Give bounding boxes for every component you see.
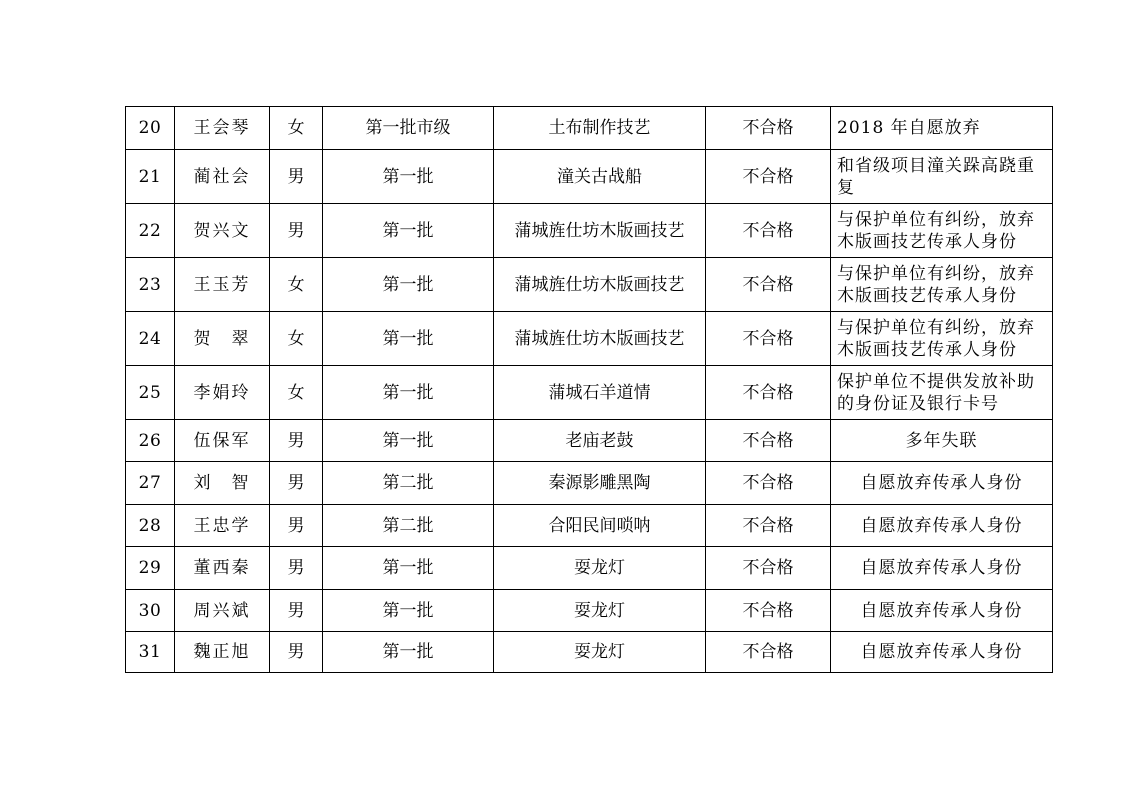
gender-cell: 男 xyxy=(270,505,323,547)
table-row xyxy=(126,312,1053,366)
name-cell: 周兴斌 xyxy=(175,590,270,632)
result-cell: 不合格 xyxy=(706,366,831,420)
project-cell: 合阳民间唢呐 xyxy=(494,505,706,547)
result-cell: 不合格 xyxy=(706,590,831,632)
row-number-cell: 23 xyxy=(126,258,175,312)
result-cell: 不合格 xyxy=(706,505,831,547)
gender-cell: 女 xyxy=(270,366,323,420)
name-cell: 李娟玲 xyxy=(175,366,270,420)
gender-cell: 男 xyxy=(270,632,323,673)
result-cell: 不合格 xyxy=(706,312,831,366)
result-cell: 不合格 xyxy=(706,107,831,150)
project-cell: 土布制作技艺 xyxy=(494,107,706,150)
gender-cell: 女 xyxy=(270,258,323,312)
project-cell: 蒲城石羊道情 xyxy=(494,366,706,420)
name-cell: 魏正旭 xyxy=(175,632,270,673)
batch-cell: 第一批市级 xyxy=(323,107,494,150)
note-cell: 与保护单位有纠纷，放弃木版画技艺传承人身份 xyxy=(831,204,1053,258)
batch-cell: 第二批 xyxy=(323,505,494,547)
gender-cell: 女 xyxy=(270,312,323,366)
project-cell: 蒲城旌仕坊木版画技艺 xyxy=(494,204,706,258)
note-cell: 自愿放弃传承人身份 xyxy=(831,632,1053,673)
result-cell: 不合格 xyxy=(706,420,831,462)
row-number-cell: 21 xyxy=(126,150,175,204)
gender-cell: 男 xyxy=(270,462,323,505)
gender-cell: 男 xyxy=(270,420,323,462)
name-cell: 刘 智 xyxy=(175,462,270,505)
project-cell: 耍龙灯 xyxy=(494,632,706,673)
table-row xyxy=(126,420,1053,462)
batch-cell: 第一批 xyxy=(323,547,494,590)
result-cell: 不合格 xyxy=(706,204,831,258)
row-number-cell: 20 xyxy=(126,107,175,150)
project-cell: 蒲城旌仕坊木版画技艺 xyxy=(494,312,706,366)
project-cell: 潼关古战船 xyxy=(494,150,706,204)
name-cell: 王忠学 xyxy=(175,505,270,547)
row-number-cell: 27 xyxy=(126,462,175,505)
row-number-cell: 26 xyxy=(126,420,175,462)
project-cell: 耍龙灯 xyxy=(494,590,706,632)
row-number-cell: 25 xyxy=(126,366,175,420)
name-cell: 王会琴 xyxy=(175,107,270,150)
table-row xyxy=(126,547,1053,590)
name-cell: 贺兴文 xyxy=(175,204,270,258)
table-row xyxy=(126,505,1053,547)
result-cell: 不合格 xyxy=(706,547,831,590)
project-cell: 蒲城旌仕坊木版画技艺 xyxy=(494,258,706,312)
name-cell: 蔺社会 xyxy=(175,150,270,204)
table-row xyxy=(126,107,1053,150)
result-cell: 不合格 xyxy=(706,258,831,312)
batch-cell: 第一批 xyxy=(323,420,494,462)
project-cell: 秦源影雕黑陶 xyxy=(494,462,706,505)
project-cell: 老庙老鼓 xyxy=(494,420,706,462)
note-cell: 自愿放弃传承人身份 xyxy=(831,590,1053,632)
name-cell: 王玉芳 xyxy=(175,258,270,312)
result-cell: 不合格 xyxy=(706,632,831,673)
table-row xyxy=(126,204,1053,258)
row-number-cell: 28 xyxy=(126,505,175,547)
name-cell: 贺 翠 xyxy=(175,312,270,366)
gender-cell: 女 xyxy=(270,107,323,150)
batch-cell: 第一批 xyxy=(323,258,494,312)
batch-cell: 第一批 xyxy=(323,590,494,632)
row-number-cell: 29 xyxy=(126,547,175,590)
row-number-cell: 31 xyxy=(126,632,175,673)
table-body xyxy=(126,107,1053,673)
result-cell: 不合格 xyxy=(706,462,831,505)
table-row xyxy=(126,258,1053,312)
batch-cell: 第一批 xyxy=(323,366,494,420)
note-cell: 和省级项目潼关跺高跷重复 xyxy=(831,150,1053,204)
note-cell: 自愿放弃传承人身份 xyxy=(831,462,1053,505)
gender-cell: 男 xyxy=(270,204,323,258)
batch-cell: 第一批 xyxy=(323,312,494,366)
table-row xyxy=(126,366,1053,420)
row-number-cell: 24 xyxy=(126,312,175,366)
gender-cell: 男 xyxy=(270,547,323,590)
batch-cell: 第二批 xyxy=(323,462,494,505)
project-cell: 耍龙灯 xyxy=(494,547,706,590)
name-cell: 董西秦 xyxy=(175,547,270,590)
note-cell: 自愿放弃传承人身份 xyxy=(831,505,1053,547)
table-row xyxy=(126,462,1053,505)
batch-cell: 第一批 xyxy=(323,150,494,204)
gender-cell: 男 xyxy=(270,150,323,204)
inheritor-evaluation-table xyxy=(125,106,1053,673)
gender-cell: 男 xyxy=(270,590,323,632)
row-number-cell: 22 xyxy=(126,204,175,258)
note-cell: 多年失联 xyxy=(831,420,1053,462)
name-cell: 伍保军 xyxy=(175,420,270,462)
table-row xyxy=(126,632,1053,673)
note-cell: 自愿放弃传承人身份 xyxy=(831,547,1053,590)
table-row xyxy=(126,590,1053,632)
batch-cell: 第一批 xyxy=(323,632,494,673)
note-cell: 保护单位不提供发放补助的身份证及银行卡号 xyxy=(831,366,1053,420)
row-number-cell: 30 xyxy=(126,590,175,632)
batch-cell: 第一批 xyxy=(323,204,494,258)
note-cell: 与保护单位有纠纷，放弃木版画技艺传承人身份 xyxy=(831,312,1053,366)
result-cell: 不合格 xyxy=(706,150,831,204)
note-cell: 2018 年自愿放弃 xyxy=(831,107,1053,150)
note-cell: 与保护单位有纠纷，放弃木版画技艺传承人身份 xyxy=(831,258,1053,312)
table-row xyxy=(126,150,1053,204)
